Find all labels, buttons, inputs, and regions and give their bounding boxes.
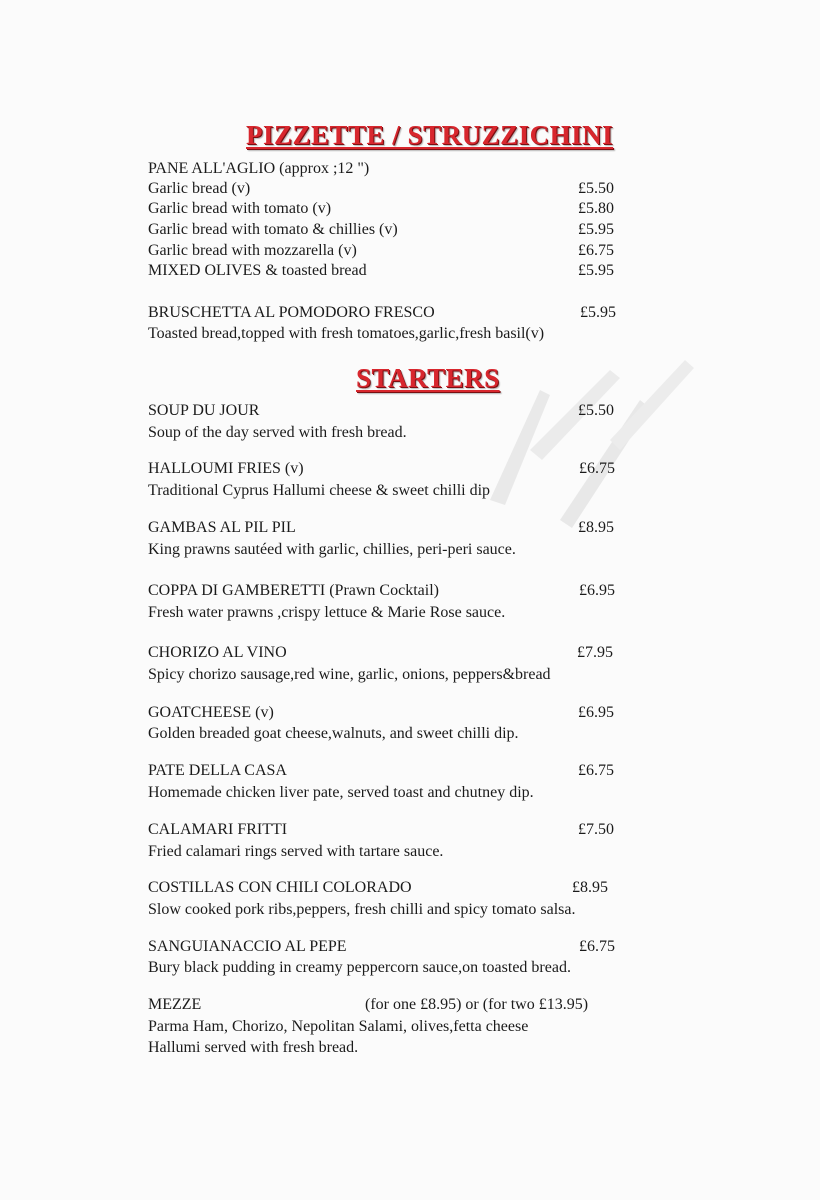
menu-item-name: Garlic bread with tomato & chillies (v) bbox=[148, 221, 398, 238]
menu-item-price: £7.50 bbox=[578, 821, 614, 838]
menu-item-name: MIXED OLIVES & toasted bread bbox=[148, 262, 367, 279]
mezze-prices: (for one £8.95) or (for two £13.95) bbox=[365, 996, 589, 1013]
menu-item-price: £6.75 bbox=[578, 762, 614, 779]
menu-item-name: GAMBAS AL PIL PIL bbox=[148, 519, 296, 536]
menu-item-price: £8.95 bbox=[578, 519, 614, 536]
menu-item-name: Garlic bread (v) bbox=[148, 180, 251, 197]
menu-item-desc: Toasted bread,topped with fresh tomatoes,garlic,fresh basil(v) bbox=[148, 325, 545, 342]
menu-item-name: SANGUIANACCIO AL PEPE bbox=[148, 938, 347, 955]
menu-item-price: £6.75 bbox=[579, 460, 615, 477]
menu-item-name: HALLOUMI FRIES (v) bbox=[148, 460, 304, 477]
menu-item-desc: Slow cooked pork ribs,peppers, fresh chilli and spicy tomato salsa. bbox=[148, 901, 576, 918]
menu-item-name: CHORIZO AL VINO bbox=[148, 644, 287, 661]
menu-item-desc: Parma Ham, Chorizo, Nepolitan Salami, olives,fetta cheese bbox=[148, 1018, 529, 1035]
menu-item-price: £5.95 bbox=[580, 304, 616, 321]
menu-item-price: £6.75 bbox=[578, 242, 614, 259]
menu-item-price: £6.75 bbox=[579, 938, 615, 955]
menu-item-desc: Traditional Cyprus Hallumi cheese & sweet chilli dip bbox=[148, 482, 491, 499]
menu-item-price: £7.95 bbox=[577, 644, 613, 661]
menu-item-name: PATE DELLA CASA bbox=[148, 762, 287, 779]
menu-item-price: £6.95 bbox=[579, 582, 615, 599]
menu-item-name: MEZZE bbox=[148, 996, 202, 1013]
section-title-starters: STARTERS bbox=[356, 363, 500, 393]
menu-item-price: £5.50 bbox=[578, 180, 614, 197]
menu-item-desc: Fried calamari rings served with tartare sauce. bbox=[148, 843, 444, 860]
menu-item-desc: Golden breaded goat cheese,walnuts, and sweet chilli dip. bbox=[148, 725, 519, 742]
menu-item-desc: Homemade chicken liver pate, served toast and chutney dip. bbox=[148, 784, 534, 801]
menu-item-name: CALAMARI FRITTI bbox=[148, 821, 288, 838]
menu-item-price: £5.95 bbox=[578, 262, 614, 279]
menu-item-name: COSTILLAS CON CHILI COLORADO bbox=[148, 879, 412, 896]
menu-item-price: £5.50 bbox=[578, 402, 614, 419]
section-title-pizzette: PIZZETTE / STRUZZICHINI bbox=[246, 120, 614, 150]
menu-item-price: £5.95 bbox=[578, 221, 614, 238]
menu-item-price: £6.95 bbox=[578, 704, 614, 721]
menu-item-name: Garlic bread with tomato (v) bbox=[148, 200, 332, 217]
menu-item-desc: Hallumi served with fresh bread. bbox=[148, 1039, 359, 1056]
menu-item-desc: King prawns sautéed with garlic, chillies, peri-peri sauce. bbox=[148, 541, 516, 558]
menu-item-desc: Fresh water prawns ,crispy lettuce & Marie Rose sauce. bbox=[148, 604, 506, 621]
menu-item-price: £8.95 bbox=[572, 879, 608, 896]
menu-item-name: GOATCHEESE (v) bbox=[148, 704, 274, 721]
menu-item-desc: Bury black pudding in creamy peppercorn sauce,on toasted bread. bbox=[148, 959, 571, 976]
menu-item-desc: Spicy chorizo sausage,red wine, garlic, onions, peppers&bread bbox=[148, 666, 551, 683]
menu-item-desc: Soup of the day served with fresh bread. bbox=[148, 424, 407, 441]
menu-item-price: £5.80 bbox=[578, 200, 614, 217]
menu-item-name: COPPA DI GAMBERETTI (Prawn Cocktail) bbox=[148, 582, 439, 599]
menu-item-name: SOUP DU JOUR bbox=[148, 402, 260, 419]
watermark-logo bbox=[470, 330, 700, 550]
menu-item-name: Garlic bread with mozzarella (v) bbox=[148, 242, 357, 259]
pane-heading: PANE ALL'AGLIO (approx ;12 ") bbox=[148, 160, 370, 177]
menu-item-name: BRUSCHETTA AL POMODORO FRESCO bbox=[148, 304, 435, 321]
